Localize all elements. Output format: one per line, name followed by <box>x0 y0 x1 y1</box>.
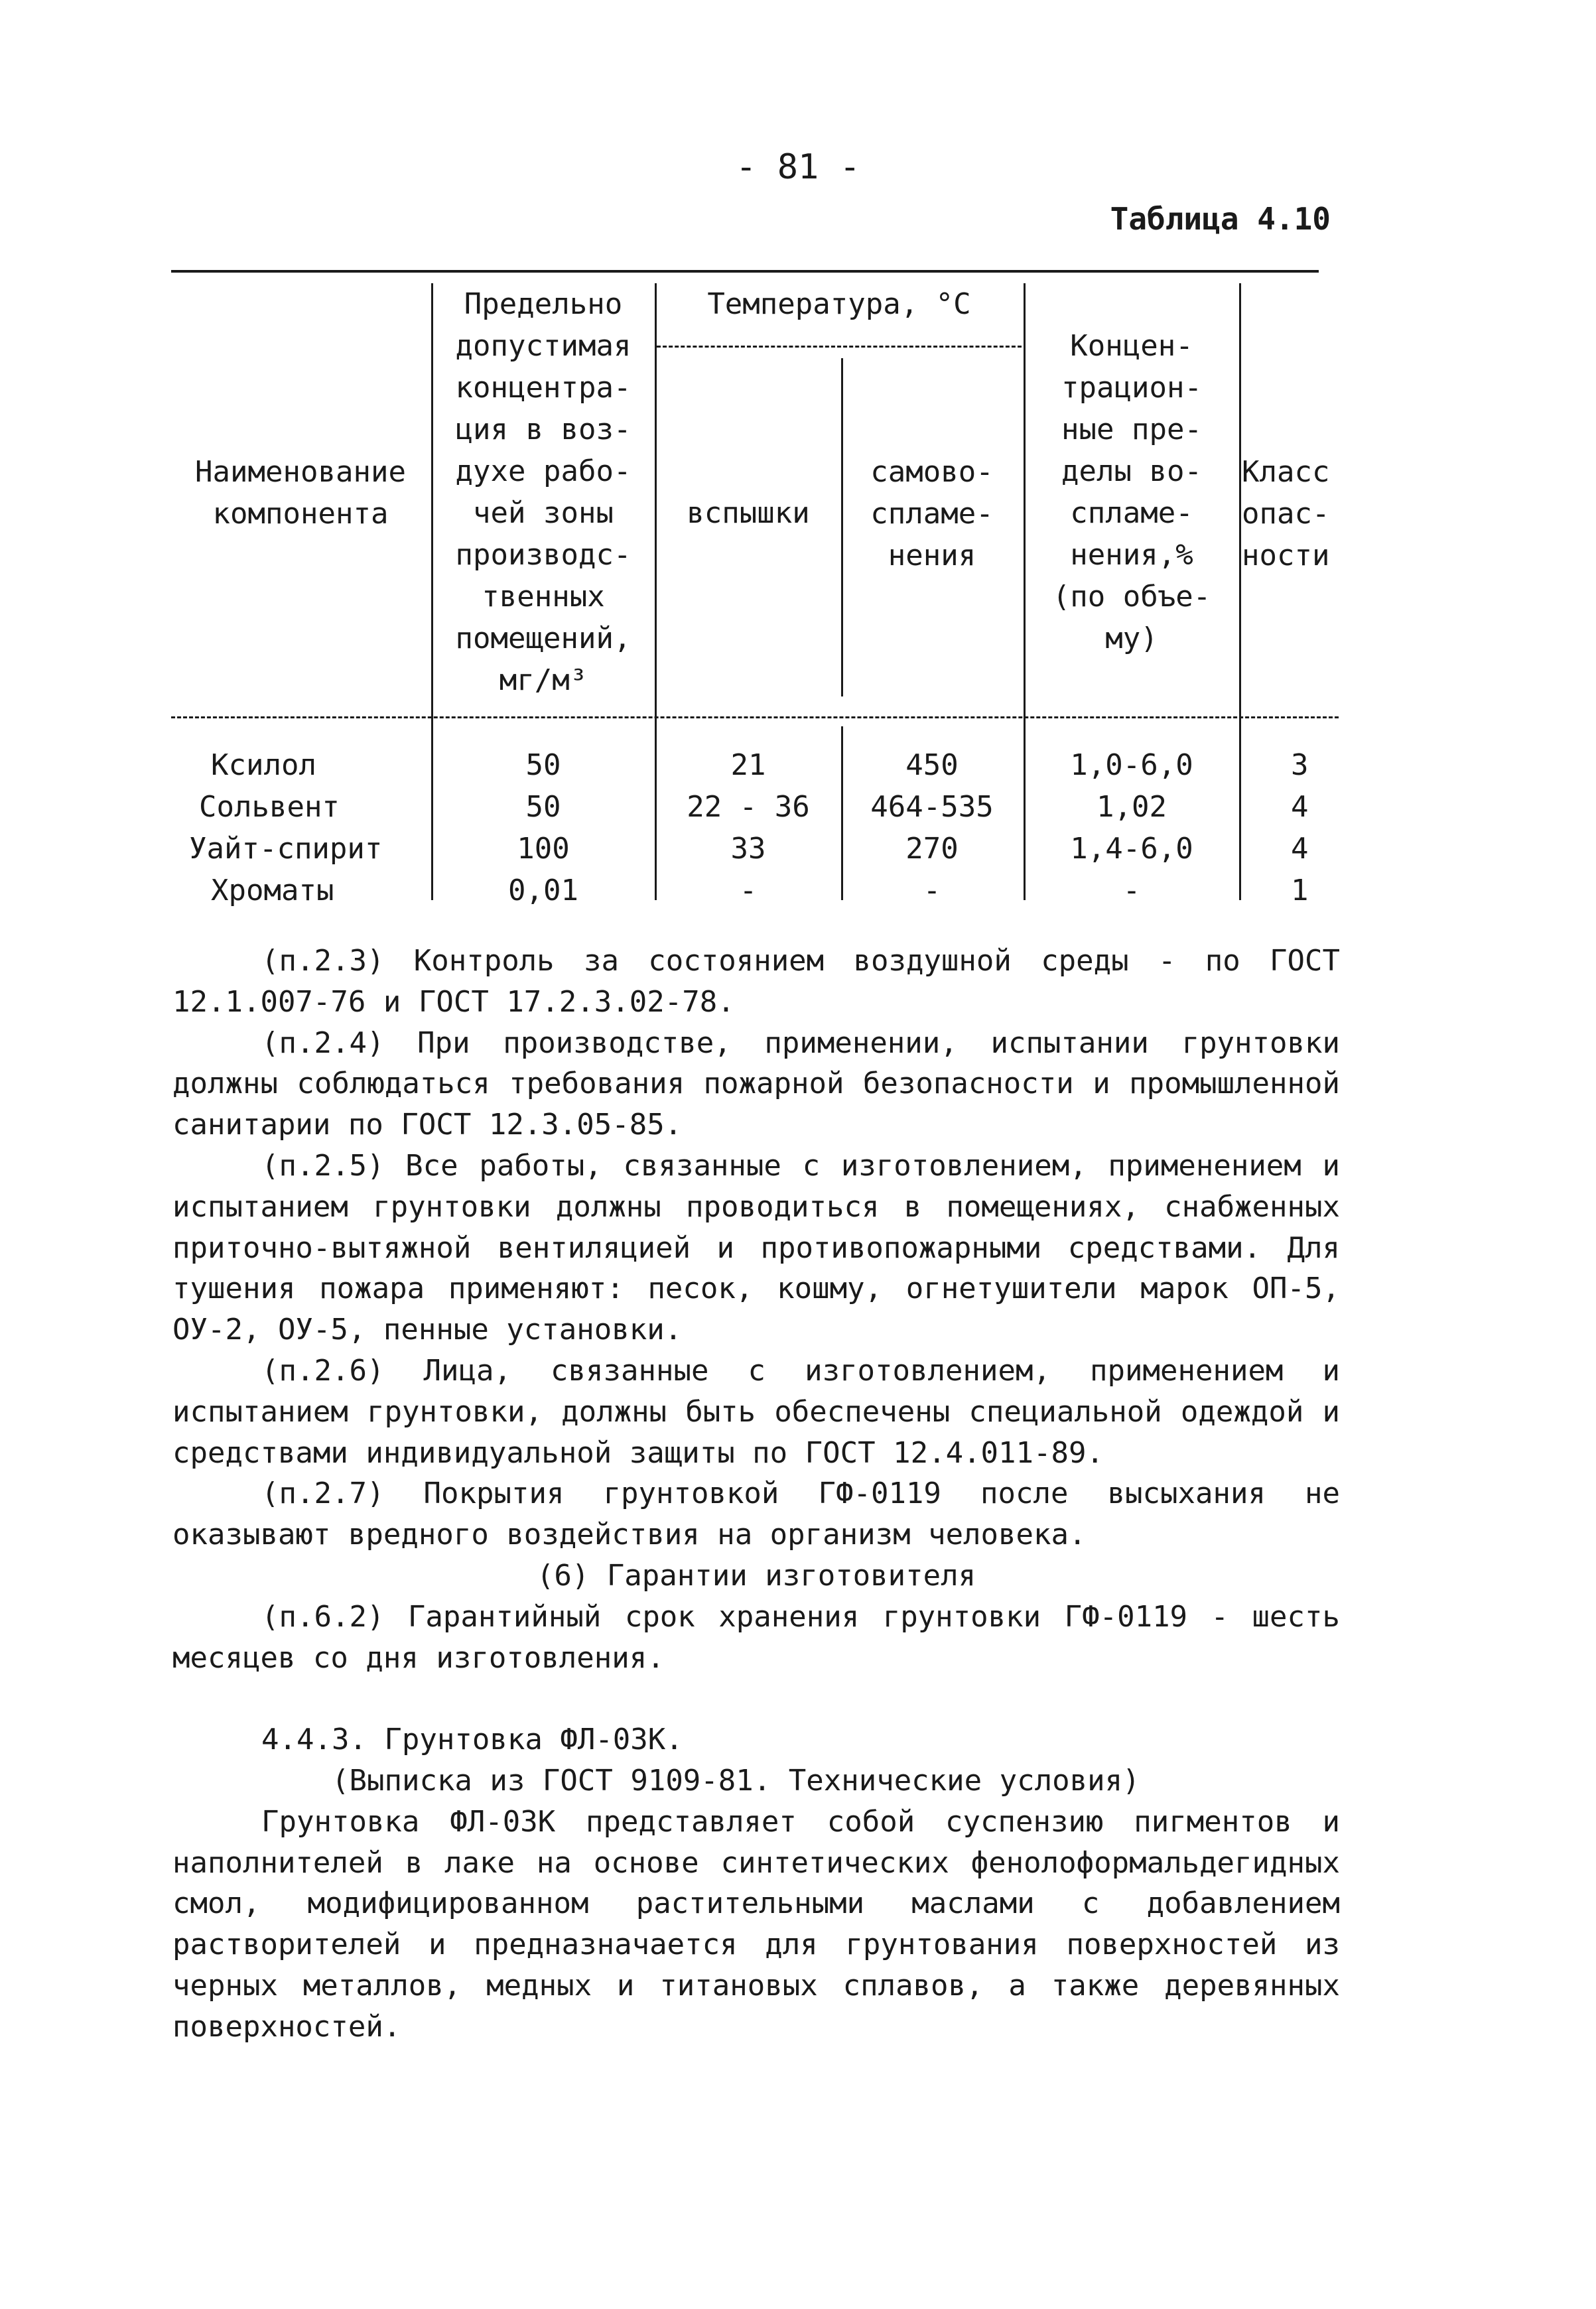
header-temperature: Температура, °С <box>707 287 971 321</box>
paragraph: (п.2.3) Контроль за состоянием воздушной среды - по ГОСТ 12.1.007-76 и ГОСТ 17.2.3.02-78. <box>172 944 1340 1019</box>
table-cell-name: Хроматы <box>211 874 334 907</box>
paragraph: (п.2.7) Покрытия грунтовкой ГФ-0119 после высыхания не оказывают вредного воздействия на организм человека. <box>172 1477 1340 1552</box>
table-cell-class: 4 <box>1291 790 1309 824</box>
table-cell-class: 4 <box>1291 832 1309 866</box>
paragraph: (п.2.4) При производстве, применении, испытании грунтовки должны соблюдаться требования пожарной безопасности и промышленной санитарии по ГОСТ 12.3.05-85. <box>172 1025 1340 1142</box>
body-text <box>172 941 1340 2048</box>
header-separator <box>171 716 1339 718</box>
table-cell-autoignition: - <box>923 874 941 907</box>
column-separator <box>431 283 433 900</box>
table-cell-autoignition: 450 <box>905 748 959 782</box>
paragraph: Грунтовка ФЛ-03К представляет собой суспензию пигментов и наполнителей в лаке на основе синтетических фенолоформальдегидных смол, модифицированном растительными маслами с добавлением растворителей и предназначается для грунтования поверхностей из черных металлов, медных и титановых сплавов, а также деревянных поверхностей. <box>172 1804 1340 2044</box>
table-cell-name: Сольвент <box>199 790 340 824</box>
section-subtitle: (Выписка из ГОСТ 9109-81. Технические условия) <box>332 1763 1140 1798</box>
table-cell-limits: 1,02 <box>1097 790 1167 824</box>
header-hazard-class: Класс опас- ности <box>1242 455 1330 572</box>
table-cell-flash: 22 - 36 <box>687 790 810 824</box>
header-component-name: Наименование компонента <box>195 455 406 531</box>
table-top-rule <box>171 270 1319 273</box>
table-cell-flash: - <box>739 874 758 907</box>
paragraph: (п.6.2) Гарантийный срок хранения грунтовки ГФ-0119 - шесть месяцев со дня изготовления. <box>172 1599 1340 1675</box>
table-cell-class: 1 <box>1291 874 1309 907</box>
table-cell-name: Уайт-спирит <box>189 832 383 866</box>
table-cell-autoignition: 270 <box>905 832 959 866</box>
table-cell-limits: 1,0-6,0 <box>1070 748 1193 782</box>
temperature-divider <box>657 346 1022 348</box>
column-separator <box>1239 283 1241 900</box>
header-concentration-limits: Концен- трацион- ные пре- делы во- спламе- нения,% (по объе- му) <box>1052 329 1211 655</box>
table-cell-autoignition: 464-535 <box>870 790 994 824</box>
table-cell-limits: - <box>1122 874 1141 907</box>
section-title: 4.4.3. Грунтовка ФЛ-03К. <box>261 1723 683 1757</box>
table-cell-mac: 100 <box>517 832 570 866</box>
table-cell-mac: 50 <box>525 790 561 824</box>
table-cell-mac: 50 <box>525 748 561 782</box>
guarantee-heading: (6) Гарантии изготовителя <box>536 1558 976 1593</box>
table-cell-flash: 21 <box>730 748 766 782</box>
table-caption: Таблица 4.10 <box>1110 201 1331 237</box>
table-cell-flash: 33 <box>730 832 766 866</box>
header-autoignition: самово- спламе- нения <box>870 455 994 572</box>
table-cell-mac: 0,01 <box>508 874 578 907</box>
paragraph: (п.2.6) Лица, связанные с изготовлением, применением и испытанием грунтовки, должны быть обеспечены специальной одеждой и средствами индивидуальной защиты по ГОСТ 12.4.011-89. <box>172 1353 1340 1470</box>
page-number: - 81 - <box>736 147 860 187</box>
table-cell-limits: 1,4-6,0 <box>1070 832 1193 866</box>
table-cell-class: 3 <box>1291 748 1309 782</box>
paragraph: (п.2.5) Все работы, связанные с изготовлением, применением и испытанием грунтовки должны проводиться в помещениях, снабженных приточно-вытяжной вентиляцией и противопожарными средствами. Для тушения пожара применяют: песок, кошму, огнетушители марок ОП-5, ОУ-2, ОУ-5, пенные установки. <box>172 1148 1340 1347</box>
table-cell-name: Ксилол <box>211 748 316 782</box>
header-mac: Предельно допустимая концентра- ция в воз- духе рабо- чей зоны производс- твенных помещений, мг/м³ <box>455 287 632 697</box>
header-flash-point: вспышки <box>687 496 810 530</box>
column-separator <box>841 358 843 696</box>
